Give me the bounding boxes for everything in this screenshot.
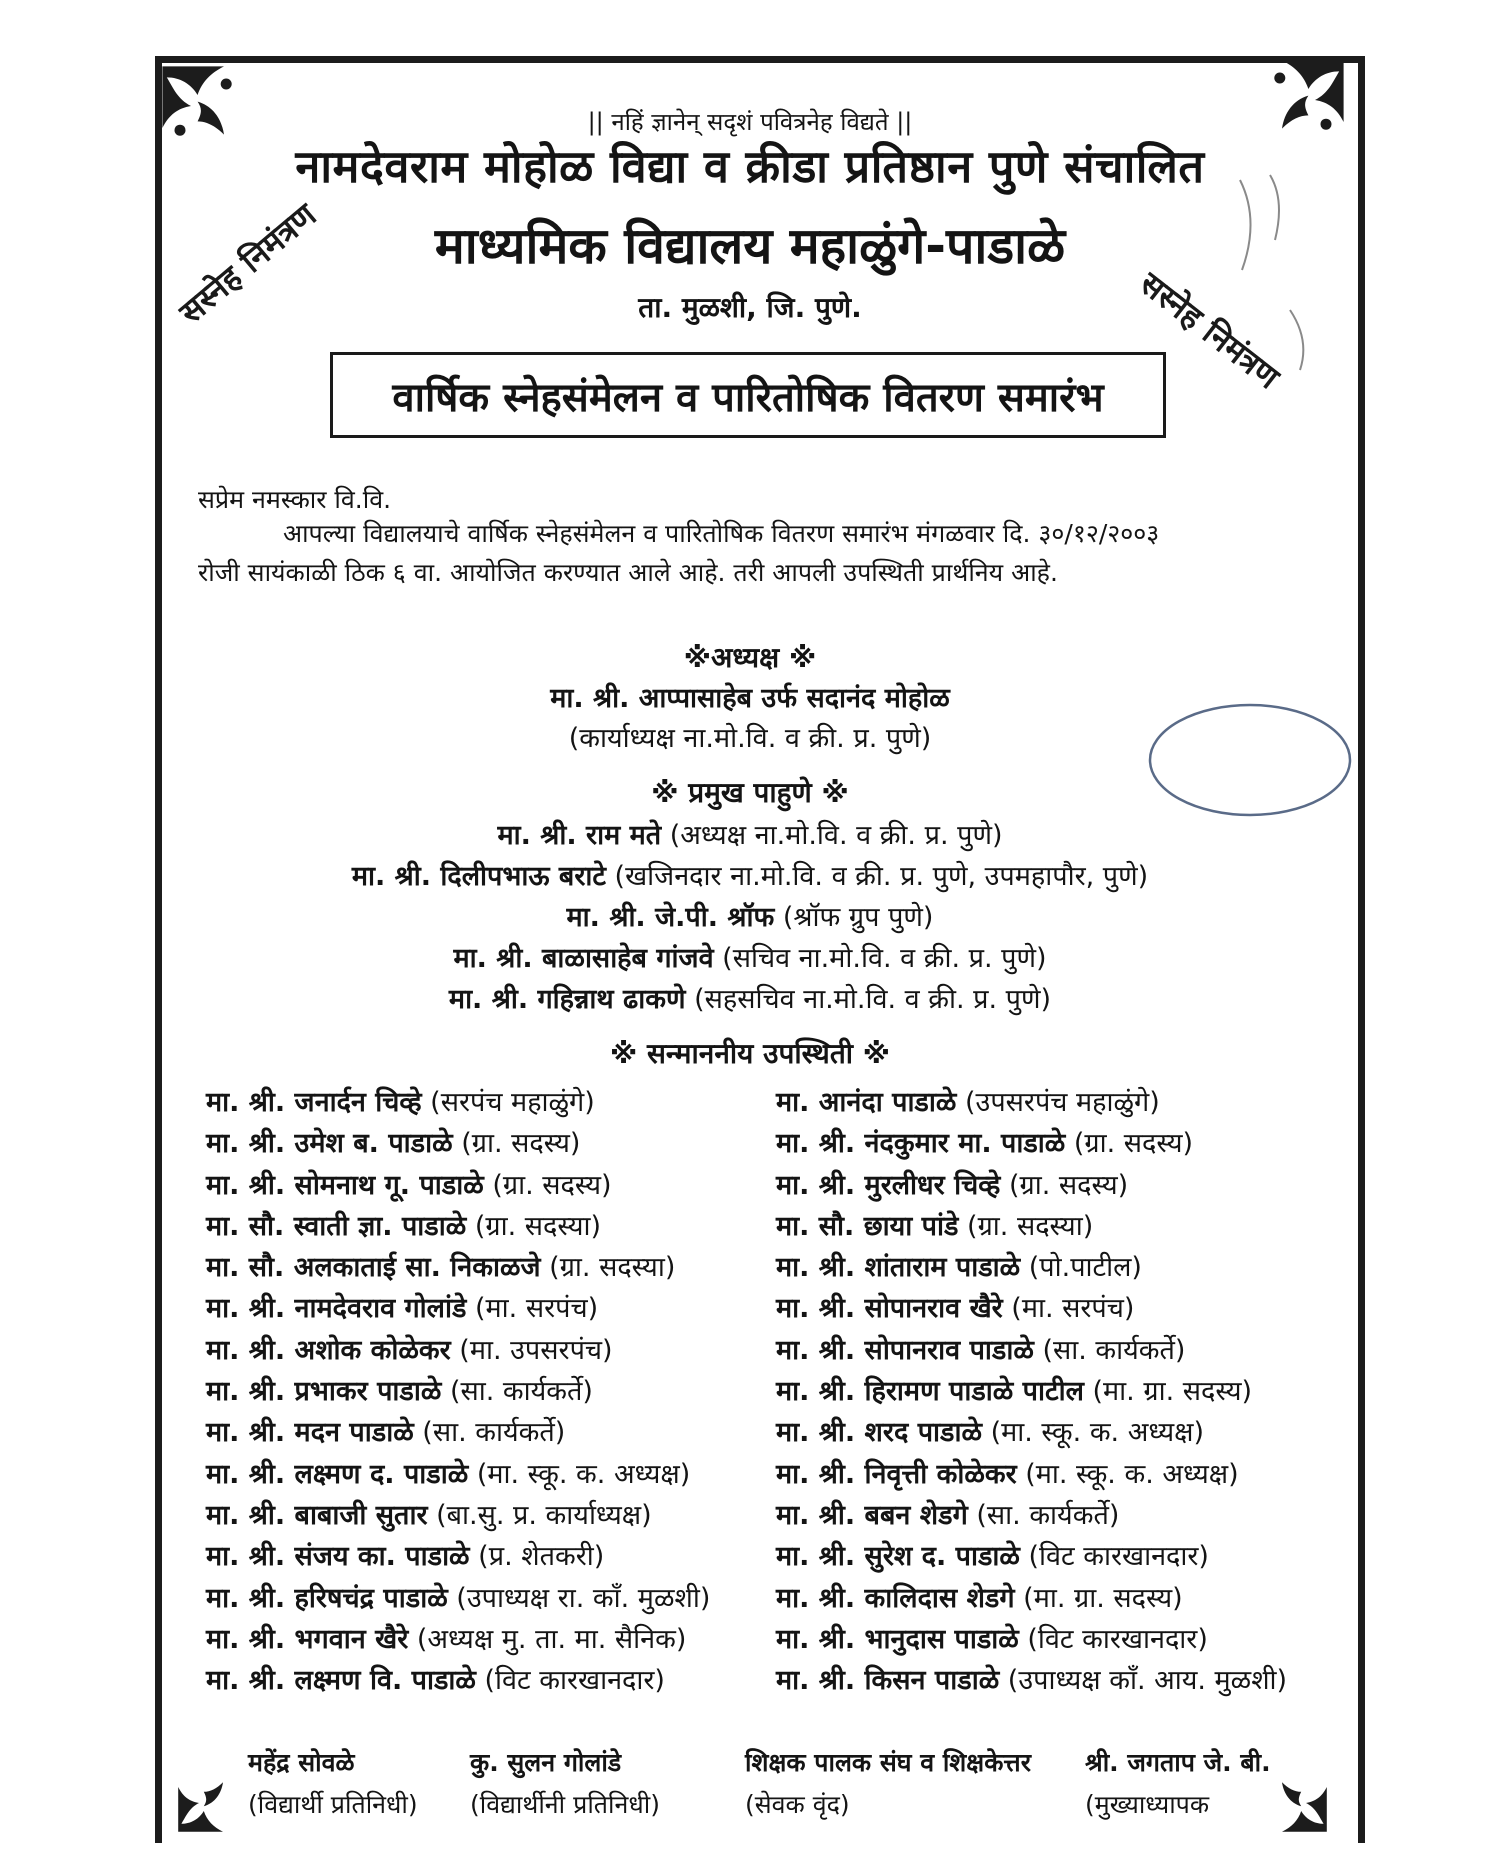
honored-list-left bbox=[206, 1082, 710, 1701]
handwritten-mark bbox=[1230, 160, 1320, 380]
list-item bbox=[206, 1578, 710, 1619]
signatory-role: (मुख्याध्यापक bbox=[1085, 1790, 1210, 1819]
person-role: (ग्रा. सदस्य) bbox=[483, 1169, 612, 1201]
person-name: मा. श्री. सुरेश द. पाडाळे bbox=[776, 1541, 1020, 1573]
person-role: (ग्रा. सदस्या) bbox=[466, 1210, 602, 1242]
signatory-name: शिक्षक पालक संघ व शिक्षकेत्तर bbox=[745, 1748, 1031, 1777]
person-name: मा. श्री. शांताराम पाडाळे bbox=[776, 1252, 1021, 1284]
guest-name: मा. श्री. बाळासाहेब गांजवे bbox=[453, 943, 714, 974]
list-item bbox=[206, 1247, 710, 1288]
person-name: मा. श्री. संजय का. पाडाळे bbox=[206, 1541, 470, 1573]
honored-list-right bbox=[776, 1082, 1287, 1701]
guest-role: (सहसचिव ना.मो.वि. व क्री. प्र. पुणे) bbox=[685, 984, 1052, 1015]
person-role: (उपाध्यक्ष कॉं. आय. मुळशी) bbox=[999, 1665, 1288, 1697]
list-item bbox=[206, 1206, 710, 1247]
person-name: मा. श्री. लक्ष्मण वि. पाडाळे bbox=[206, 1665, 476, 1697]
list-item bbox=[206, 1082, 710, 1123]
list-item bbox=[206, 1288, 710, 1329]
person-role: (मा. सरपंच) bbox=[1002, 1293, 1135, 1325]
person-name: मा. श्री. सोपानराव खैरे bbox=[776, 1293, 1003, 1325]
person-role: (मा. स्कू. क. अध्यक्ष) bbox=[1016, 1458, 1239, 1490]
guest-role: (खजिनदार ना.मो.वि. व क्री. प्र. पुणे, उपमहापौर, पुणे) bbox=[605, 861, 1149, 892]
handwritten-circle-annotation bbox=[1140, 690, 1360, 830]
chief-guest bbox=[0, 856, 1500, 893]
honored-heading: ※ सन्माननीय उपस्थिती ※ bbox=[609, 1037, 891, 1070]
person-name: मा. श्री. लक्ष्मण द. पाडाळे bbox=[206, 1458, 469, 1490]
person-role: (विट कारखानदार) bbox=[1019, 1541, 1209, 1573]
person-name: मा. श्री. शरद पाडाळे bbox=[776, 1417, 982, 1449]
person-role: (ग्रा. सदस्या) bbox=[540, 1252, 676, 1284]
signatory-role: (सेवक वृंद) bbox=[745, 1790, 850, 1819]
list-item bbox=[776, 1536, 1287, 1577]
person-name: मा. सौ. अलकाताई सा. निकाळजे bbox=[206, 1252, 541, 1284]
person-role: (मा. सरपंच) bbox=[466, 1293, 599, 1325]
person-role: (मा. स्कू. क. अध्यक्ष) bbox=[468, 1458, 691, 1490]
person-name: मा. श्री. हिरामण पाडाळे पाटील bbox=[776, 1376, 1084, 1408]
invitation-line-2: रोजी सायंकाळी ठिक ६ वा. आयोजित करण्यात आले आहे. तरी आपली उपस्थिती प्रार्थनिय आहे. bbox=[198, 558, 1058, 587]
chief-guest bbox=[0, 979, 1500, 1016]
person-role: (पो.पाटील) bbox=[1020, 1252, 1142, 1284]
event-title: वार्षिक स्नेहसंमेलन व पारितोषिक वितरण समारंभ bbox=[392, 374, 1104, 421]
president-name-text: मा. श्री. आप्पासाहेब उर्फ सदानंद मोहोळ bbox=[550, 683, 950, 714]
list-item bbox=[206, 1660, 710, 1701]
person-name: मा. श्री. मुरलीधर चिव्हे bbox=[776, 1169, 1001, 1201]
person-name: मा. श्री. बबन शेडगे bbox=[776, 1499, 968, 1531]
invitation-stamp-left: सस्नेह निमंत्रण bbox=[171, 195, 324, 332]
person-role: (ग्रा. सदस्या) bbox=[958, 1210, 1094, 1242]
organization-name: नामदेवराम मोहोळ विद्या व क्रीडा प्रतिष्ठान पुणे संचालित bbox=[295, 140, 1205, 193]
taluka-district: ता. मुळशी, जि. पुणे. bbox=[638, 291, 862, 324]
person-name: मा. सौ. स्वाती ज्ञा. पाडाळे bbox=[206, 1210, 467, 1242]
guest-name: मा. श्री. जे.पी. श्रॉफ bbox=[566, 902, 775, 933]
motto: || नहिं ज्ञानेन् सदृशं पवित्रनेह विद्यते || bbox=[587, 108, 913, 136]
list-item bbox=[776, 1495, 1287, 1536]
person-role: (विट कारखानदार) bbox=[1018, 1623, 1208, 1655]
person-name: मा. श्री. भगवान खैरे bbox=[206, 1623, 409, 1655]
guest-role: (सचिव ना.मो.वि. व क्री. प्र. पुणे) bbox=[713, 943, 1047, 974]
list-item bbox=[776, 1660, 1287, 1701]
person-name: मा. श्री. सोपानराव पाडाळे bbox=[776, 1334, 1034, 1366]
person-role: (मा. ग्रा. सदस्य) bbox=[1014, 1582, 1183, 1614]
list-item bbox=[206, 1371, 710, 1412]
person-role: (सा. कार्यकर्ते) bbox=[1033, 1334, 1186, 1366]
person-name: मा. श्री. नामदेवराव गोलांडे bbox=[206, 1293, 467, 1325]
person-role: (उपसरपंच महाळुंगे) bbox=[956, 1087, 1160, 1118]
school-name: माध्यमिक विद्यालय महाळुंगे-पाडाळे bbox=[434, 217, 1066, 275]
signatory-role: (विद्यार्थीनी प्रतिनिधी) bbox=[470, 1790, 661, 1819]
person-name: मा. श्री. निवृत्ती कोळेकर bbox=[776, 1458, 1017, 1490]
person-role: (उपाध्यक्ष रा. कॉं. मुळशी) bbox=[447, 1582, 711, 1614]
greeting: सप्रेम नमस्कार वि.वि. bbox=[198, 485, 392, 514]
list-item bbox=[206, 1454, 710, 1495]
signatory-role: (विद्यार्थी प्रतिनिधी) bbox=[248, 1790, 418, 1819]
signatory bbox=[1085, 1745, 1271, 1821]
signatory-name: कु. सुलन गोलांडे bbox=[470, 1748, 622, 1777]
person-name: मा. श्री. हरिषचंद्र पाडाळे bbox=[206, 1582, 448, 1614]
president-role: (कार्याध्यक्ष ना.मो.वि. व क्री. प्र. पुणे) bbox=[568, 723, 932, 754]
person-role: (सरपंच महाळुंगे) bbox=[421, 1087, 595, 1118]
person-name: मा. श्री. प्रभाकर पाडाळे bbox=[206, 1376, 442, 1408]
person-name: मा. श्री. मदन पाडाळे bbox=[206, 1417, 414, 1449]
person-role: (ग्रा. सदस्य) bbox=[1065, 1128, 1194, 1160]
person-name: मा. श्री. कालिदास शेडगे bbox=[776, 1582, 1015, 1614]
person-role: (मा. स्कू. क. अध्यक्ष) bbox=[982, 1417, 1205, 1449]
person-name: मा. श्री. उमेश ब. पाडाळे bbox=[206, 1128, 453, 1160]
person-role: (विट कारखानदार) bbox=[475, 1665, 665, 1697]
person-role: (ग्रा. सदस्य) bbox=[452, 1128, 581, 1160]
signatory bbox=[745, 1745, 1031, 1821]
chief-guest bbox=[0, 938, 1500, 975]
event-title-box bbox=[330, 352, 1166, 438]
list-item bbox=[776, 1247, 1287, 1288]
list-item bbox=[206, 1412, 710, 1453]
person-name: मा. श्री. अशोक कोळेकर bbox=[206, 1334, 451, 1366]
list-item bbox=[776, 1123, 1287, 1164]
guest-name: मा. श्री. दिलीपभाऊ बराटे bbox=[351, 861, 606, 892]
list-item bbox=[776, 1619, 1287, 1660]
list-item bbox=[206, 1495, 710, 1536]
person-role: (बा.सु. प्र. कार्याध्यक्ष) bbox=[427, 1499, 652, 1531]
chief-guest bbox=[0, 897, 1500, 934]
signatory bbox=[470, 1745, 660, 1821]
list-item bbox=[206, 1536, 710, 1577]
list-item bbox=[206, 1330, 710, 1371]
guest-role: (अध्यक्ष ना.मो.वि. व क्री. प्र. पुणे) bbox=[661, 820, 1003, 851]
guest-name: मा. श्री. गहिन्नाथ ढाकणे bbox=[448, 984, 686, 1015]
signatory bbox=[248, 1745, 418, 1821]
person-role: (प्र. शेतकरी) bbox=[469, 1541, 605, 1573]
person-role: (ग्रा. सदस्य) bbox=[1000, 1169, 1129, 1201]
list-item bbox=[206, 1619, 710, 1660]
person-role: (मा. उपसरपंच) bbox=[450, 1334, 613, 1366]
signatory-name: श्री. जगताप जे. बी. bbox=[1085, 1748, 1271, 1777]
person-role: (सा. कार्यकर्ते) bbox=[441, 1376, 593, 1408]
person-name: मा. श्री. किसन पाडाळे bbox=[776, 1665, 1000, 1697]
person-role: (मा. ग्रा. सदस्य) bbox=[1083, 1376, 1253, 1408]
list-item bbox=[206, 1123, 710, 1164]
person-name: मा. श्री. जनार्दन चिव्हे bbox=[206, 1087, 422, 1118]
list-item bbox=[776, 1412, 1287, 1453]
guest-name: मा. श्री. राम मते bbox=[497, 820, 662, 851]
list-item bbox=[776, 1578, 1287, 1619]
president-heading: ※अध्यक्ष ※ bbox=[683, 641, 817, 674]
list-item bbox=[776, 1288, 1287, 1329]
person-name: मा. आनंदा पाडाळे bbox=[776, 1087, 957, 1118]
person-role: (सा. कार्यकर्ते) bbox=[967, 1499, 1120, 1531]
person-role: (सा. कार्यकर्ते) bbox=[413, 1417, 566, 1449]
list-item bbox=[776, 1082, 1287, 1123]
signatory-name: महेंद्र सोवळे bbox=[248, 1748, 355, 1777]
list-item bbox=[776, 1371, 1287, 1412]
person-name: मा. सौ. छाया पांडे bbox=[776, 1210, 959, 1242]
invitation-line-1: आपल्या विद्यालयाचे वार्षिक स्नेहसंमेलन व पारितोषिक वितरण समारंभ मंगळवार दि. ३०/१२/२००३ bbox=[283, 519, 1160, 548]
person-name: मा. श्री. भानुदास पाडाळे bbox=[776, 1623, 1019, 1655]
list-item bbox=[776, 1454, 1287, 1495]
person-name: मा. श्री. सोमनाथ गू. पाडाळे bbox=[206, 1169, 484, 1201]
list-item bbox=[206, 1165, 710, 1206]
person-name: मा. श्री. नंदकुमार मा. पाडाळे bbox=[776, 1128, 1066, 1160]
guest-role: (श्रॉफ ग्रुप पुणे) bbox=[774, 902, 934, 933]
chief-guests-heading: ※ प्रमुख पाहुणे ※ bbox=[651, 776, 849, 809]
invitation-stamp-right: सस्नेह निमंत्रण bbox=[1132, 264, 1287, 397]
corner-ornament-icon bbox=[175, 1755, 255, 1835]
list-item bbox=[776, 1330, 1287, 1371]
list-item bbox=[776, 1165, 1287, 1206]
list-item bbox=[776, 1206, 1287, 1247]
person-role: (अध्यक्ष मु. ता. मा. सैनिक) bbox=[408, 1623, 687, 1655]
person-name: मा. श्री. बाबाजी सुतार bbox=[206, 1499, 428, 1531]
